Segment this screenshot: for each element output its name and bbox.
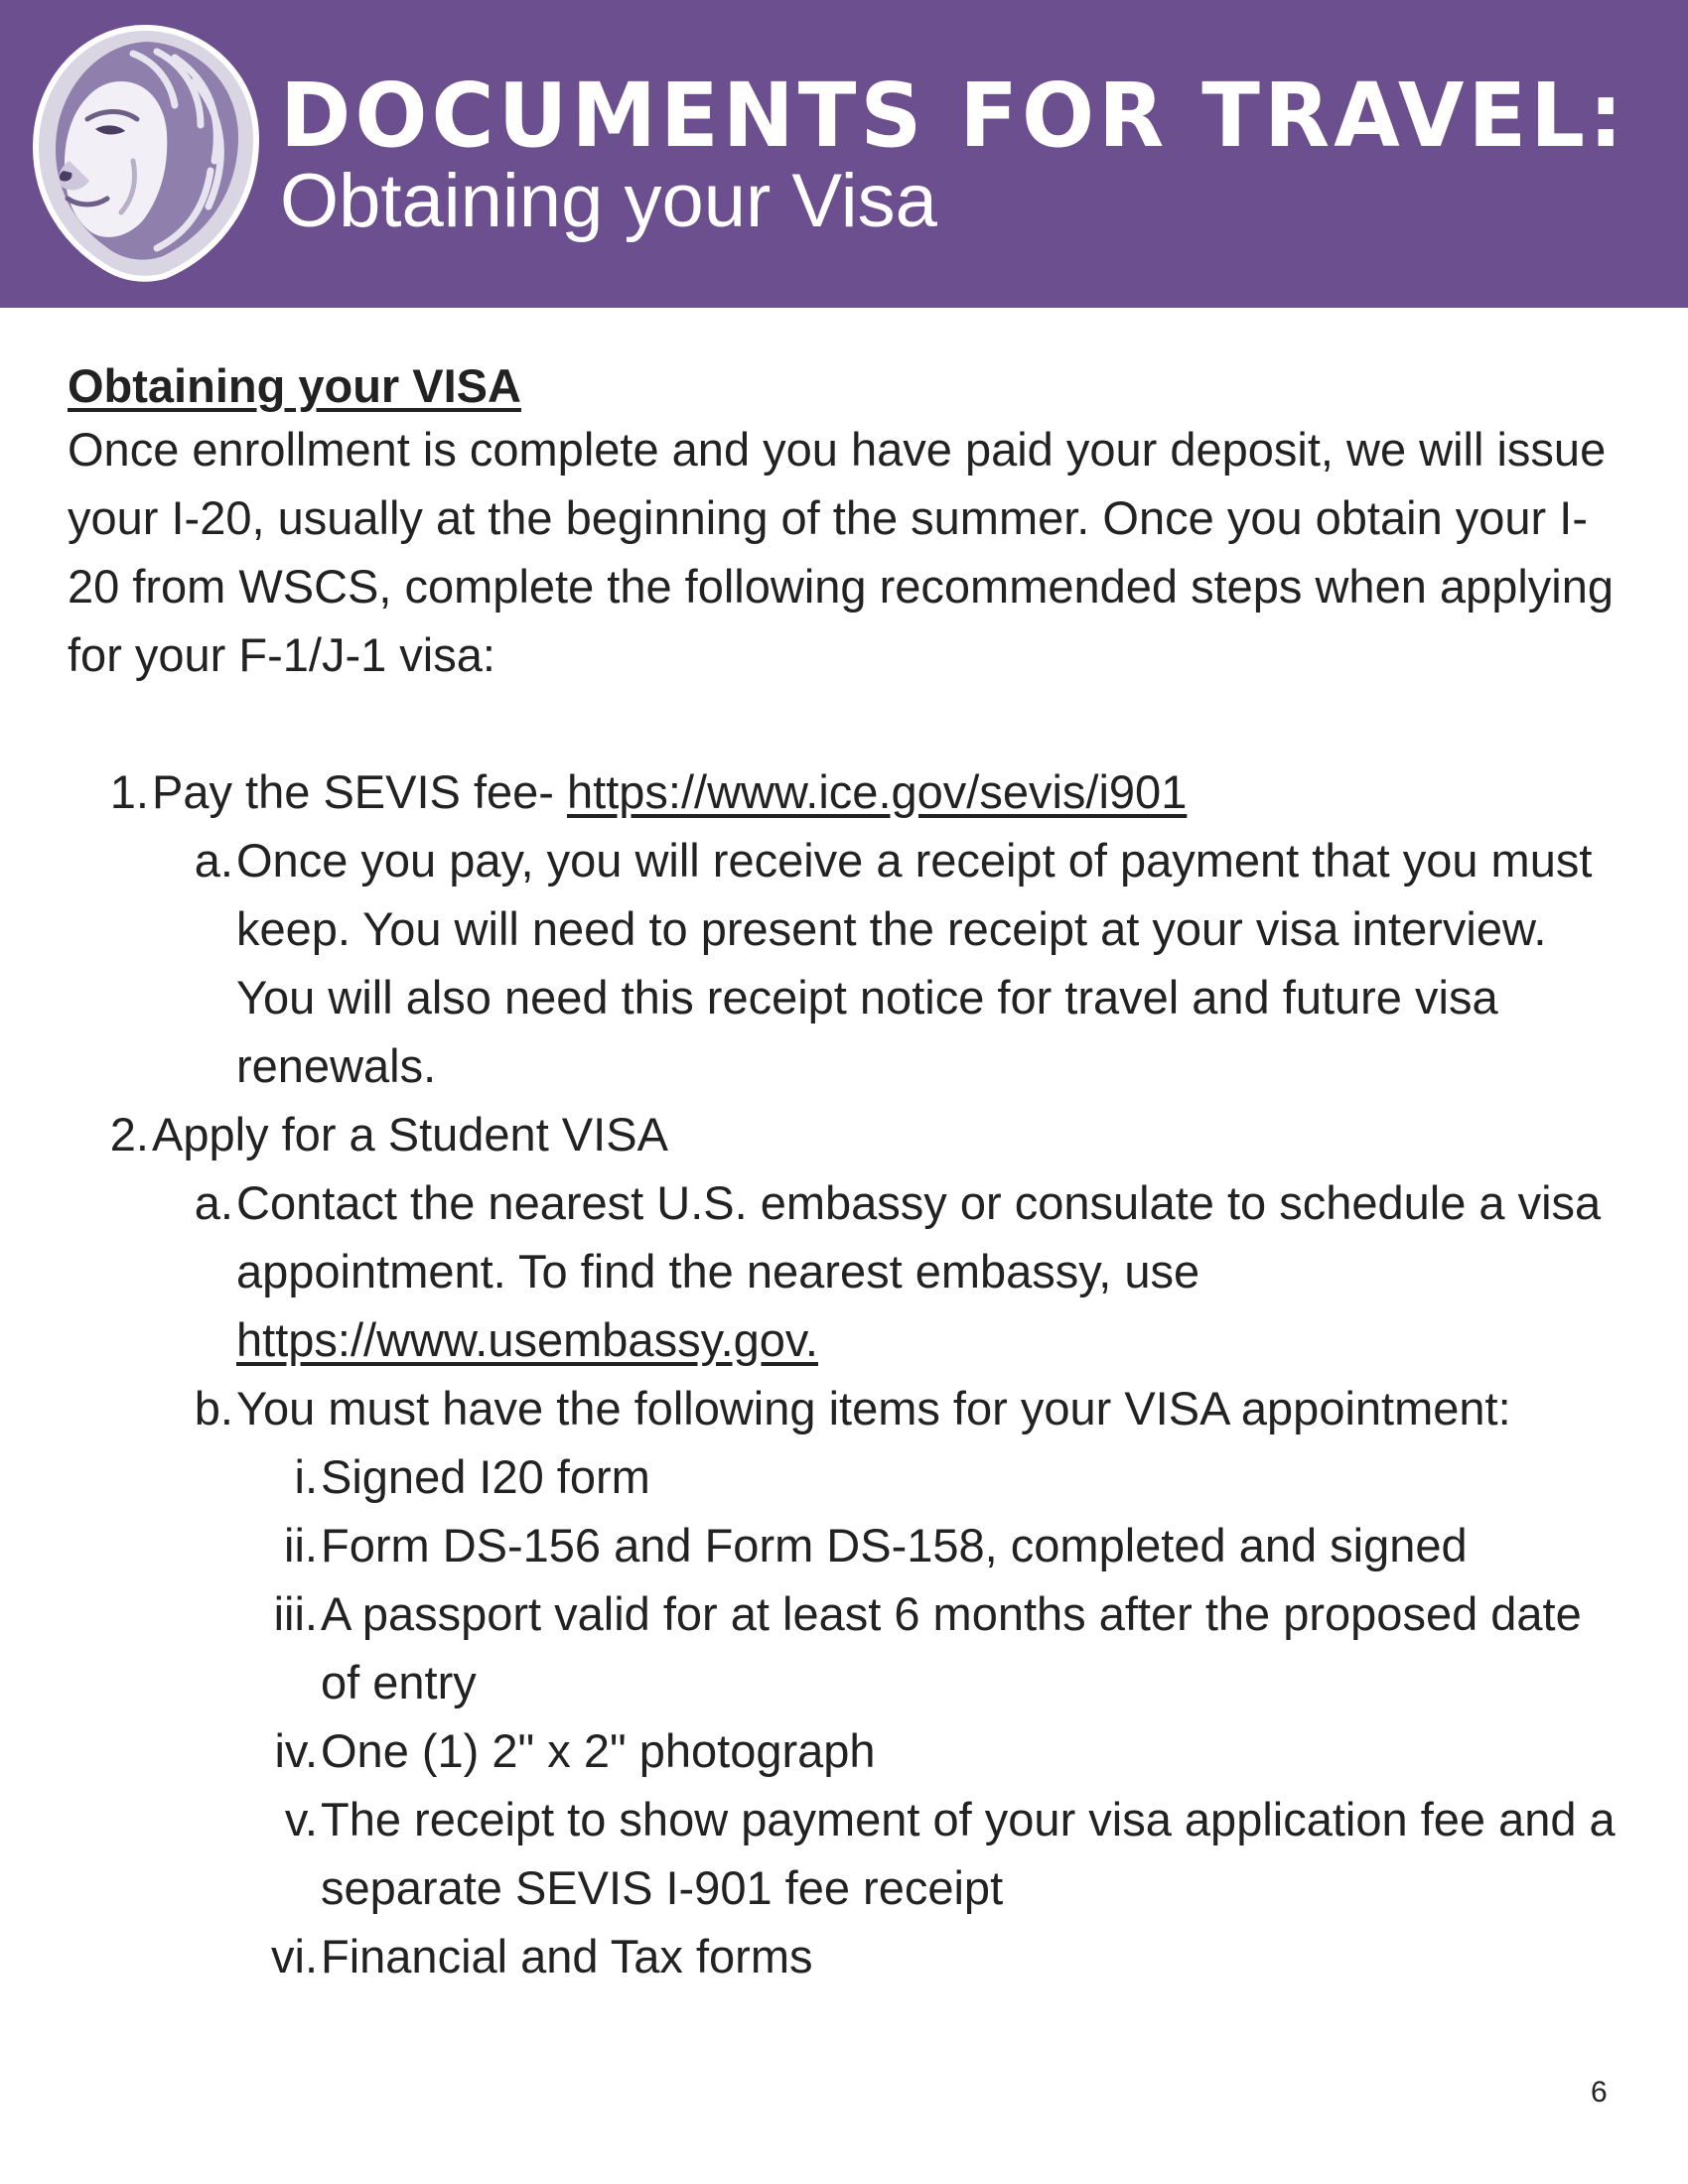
list-item bbox=[68, 1100, 1617, 1168]
list-marker: v. bbox=[284, 1793, 318, 1845]
list-item bbox=[68, 1511, 1617, 1579]
sevis-fee-link[interactable]: https://www.ice.gov/sevis/i901 bbox=[567, 765, 1188, 818]
list-item bbox=[68, 1785, 1617, 1922]
document-body bbox=[68, 357, 1617, 1990]
list-item bbox=[68, 1579, 1617, 1716]
list-item bbox=[68, 826, 1617, 1100]
page-number: 6 bbox=[1591, 2076, 1608, 2109]
list-marker: vi. bbox=[271, 1930, 318, 1982]
requirement-text: One (1) 2" x 2" photograph bbox=[321, 1724, 876, 1777]
list-marker: 1. bbox=[109, 765, 149, 818]
section-heading: Obtaining your VISA bbox=[68, 359, 521, 412]
step-text: Pay the SEVIS fee- bbox=[152, 765, 567, 818]
usembassy-link[interactable]: https://www.usembassy.gov. bbox=[236, 1313, 818, 1366]
list-marker: i. bbox=[294, 1450, 318, 1503]
requirement-text: Signed I20 form bbox=[321, 1450, 650, 1503]
list-marker: ii. bbox=[284, 1519, 318, 1571]
header-banner bbox=[0, 0, 1688, 308]
substep-text: You must have the following items for your VISA appointment: bbox=[236, 1382, 1511, 1434]
list-marker: a. bbox=[194, 834, 233, 887]
step-text: Apply for a Student VISA bbox=[152, 1108, 668, 1160]
list-item bbox=[68, 1716, 1617, 1785]
list-item bbox=[68, 757, 1617, 826]
list-marker: a. bbox=[194, 1176, 233, 1229]
list-marker: iv. bbox=[274, 1724, 318, 1777]
list-marker: 2. bbox=[109, 1108, 149, 1160]
list-item bbox=[68, 1442, 1617, 1511]
list-item bbox=[68, 1168, 1617, 1374]
lion-head-logo-icon bbox=[26, 22, 264, 284]
page-title: DOCUMENTS FOR TRAVEL: bbox=[280, 64, 1627, 168]
list-item bbox=[68, 1374, 1617, 1442]
list-marker: iii. bbox=[273, 1587, 318, 1640]
substep-text: Contact the nearest U.S. embassy or consulate to schedule a visa appointment. To find the nearest embassy, use bbox=[236, 1176, 1602, 1297]
list-marker: b. bbox=[194, 1382, 233, 1434]
requirement-text: The receipt to show payment of your visa application fee and a separate SEVIS I-901 fee receipt bbox=[321, 1793, 1616, 1914]
requirement-text: Financial and Tax forms bbox=[321, 1930, 813, 1982]
list-item bbox=[68, 1922, 1617, 1990]
requirement-text: Form DS-156 and Form DS-158, completed and signed bbox=[321, 1519, 1468, 1571]
requirement-text: A passport valid for at least 6 months after the proposed date of entry bbox=[321, 1587, 1582, 1708]
substep-text: Once you pay, you will receive a receipt of payment that you must keep. You will need to present the receipt at your visa interview. You will also need this receipt notice for travel and future visa renewals. bbox=[236, 834, 1593, 1092]
page-subtitle: Obtaining your Visa bbox=[280, 159, 937, 243]
intro-paragraph: Once enrollment is complete and you have paid your deposit, we will issue your I-20, usually at the beginning of the summer. Once you obtain your I-20 from WSCS, complete the following recommended steps when applying for your F-1/J-1 visa: bbox=[68, 423, 1614, 681]
